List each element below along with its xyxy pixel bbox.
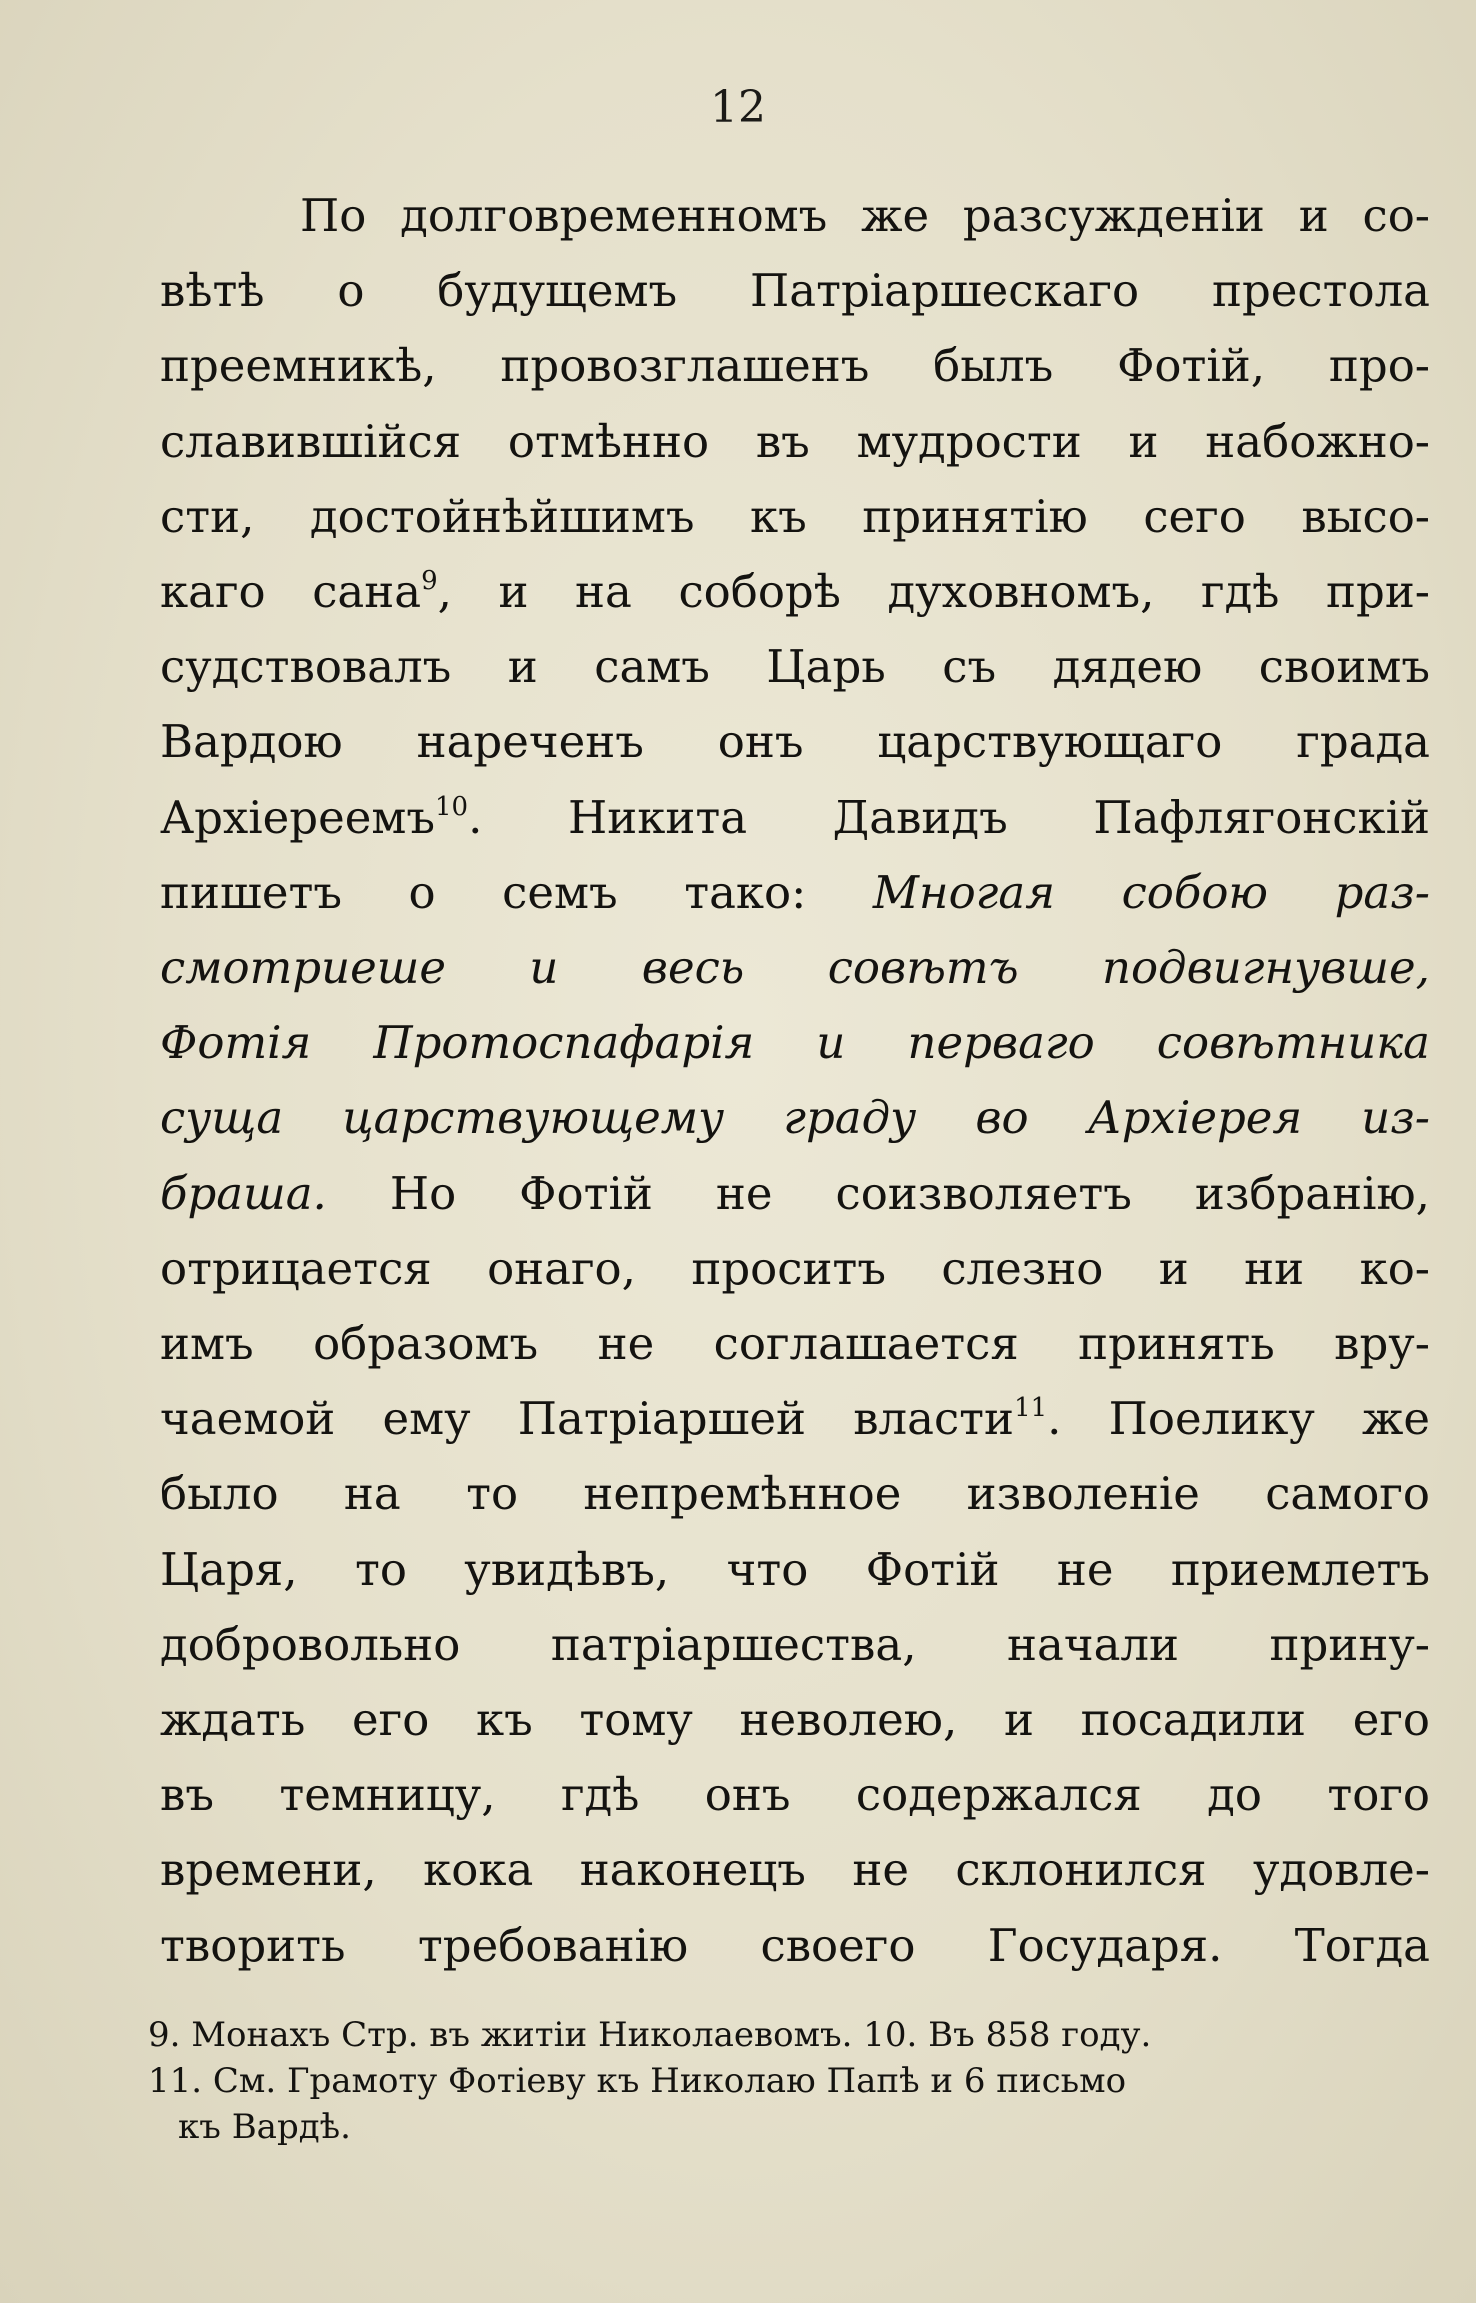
text-fragment: Архіереемъ bbox=[160, 790, 435, 844]
footnote-line: 11. См. Грамоту Фотіеву къ Николаю Папѣ и 6 письмо bbox=[148, 2061, 1127, 2101]
text-fragment: пишетъ о семъ тако: bbox=[160, 865, 807, 919]
page-number: 12 bbox=[710, 82, 766, 133]
text-line bbox=[160, 780, 1430, 855]
text-line: въ темницу, гдѣ онъ содержался до того bbox=[160, 1768, 1430, 1822]
quotation-line: суща царствующему граду во Архіерея из- bbox=[160, 1091, 1430, 1145]
footnotes bbox=[148, 2012, 1428, 2150]
footnote-line: къ Вардѣ. bbox=[178, 2107, 351, 2147]
text-line: преемникѣ, провозглашенъ былъ Фотій, про- bbox=[160, 339, 1430, 393]
text-line bbox=[160, 1156, 1430, 1231]
body-text bbox=[160, 178, 1430, 1983]
footnote-ref: 9 bbox=[421, 566, 438, 597]
quotation-fragment: Многая собою раз- bbox=[806, 865, 1430, 919]
text-line: Вардою нареченъ онъ царствующаго града bbox=[160, 715, 1430, 769]
text-line: времени, кока наконецъ не склонился удовле- bbox=[160, 1843, 1430, 1897]
text-line: сти, достойнѣйшимъ къ принятію сего высо- bbox=[160, 489, 1430, 543]
text-line: славившійся отмѣнно въ мудрости и набожно- bbox=[160, 414, 1430, 468]
quotation-fragment: браша. bbox=[160, 1166, 327, 1220]
text-line: творить требованію своего Государя. Тогда bbox=[160, 1918, 1430, 1972]
text-line bbox=[160, 855, 1430, 930]
text-line: имъ образомъ не соглашается принять вру- bbox=[160, 1317, 1430, 1371]
text-line bbox=[160, 554, 1430, 629]
text-line: добровольно патріаршества, начали прину- bbox=[160, 1617, 1430, 1671]
text-fragment: . Поелику же bbox=[1047, 1392, 1430, 1446]
text-fragment: Но Фотій не соизволяетъ избранію, bbox=[326, 1166, 1430, 1220]
text-line: По долговременномъ же разсужденіи и со- bbox=[300, 189, 1430, 242]
text-fragment: . Никита Давидъ Пафлягонскій bbox=[468, 790, 1430, 844]
text-line bbox=[160, 1381, 1430, 1456]
text-fragment: , и на соборѣ духовномъ, гдѣ при- bbox=[437, 565, 1431, 619]
footnote-ref: 11 bbox=[1014, 1393, 1048, 1424]
footnote-line: 9. Монахъ Стр. въ житіи Николаевомъ. 10. Въ 858 году. bbox=[148, 2015, 1152, 2055]
text-line: ждать его къ тому неволею, и посадили его bbox=[160, 1693, 1430, 1747]
quotation-line: смотриеше и весь совѣтъ подвигнувше, bbox=[160, 941, 1430, 995]
text-fragment: каго сана bbox=[160, 565, 422, 619]
text-line: отрицается онаго, проситъ слезно и ни ко- bbox=[160, 1241, 1430, 1295]
quotation-line: Фотія Протоспафарія и перваго совѣтника bbox=[160, 1016, 1430, 1070]
text-line: Царя, то увидѣвъ, что Фотій не приемлетъ bbox=[160, 1542, 1430, 1596]
text-line: было на то непремѣнное изволеніе самого bbox=[160, 1467, 1430, 1521]
text-line: вѣтѣ о будущемъ Патріаршескаго престола bbox=[160, 264, 1430, 318]
footnote-ref: 10 bbox=[435, 791, 469, 822]
text-line: судствовалъ и самъ Царь съ дядею своимъ bbox=[160, 640, 1430, 694]
text-fragment: чаемой ему Патріаршей власти bbox=[160, 1392, 1015, 1446]
